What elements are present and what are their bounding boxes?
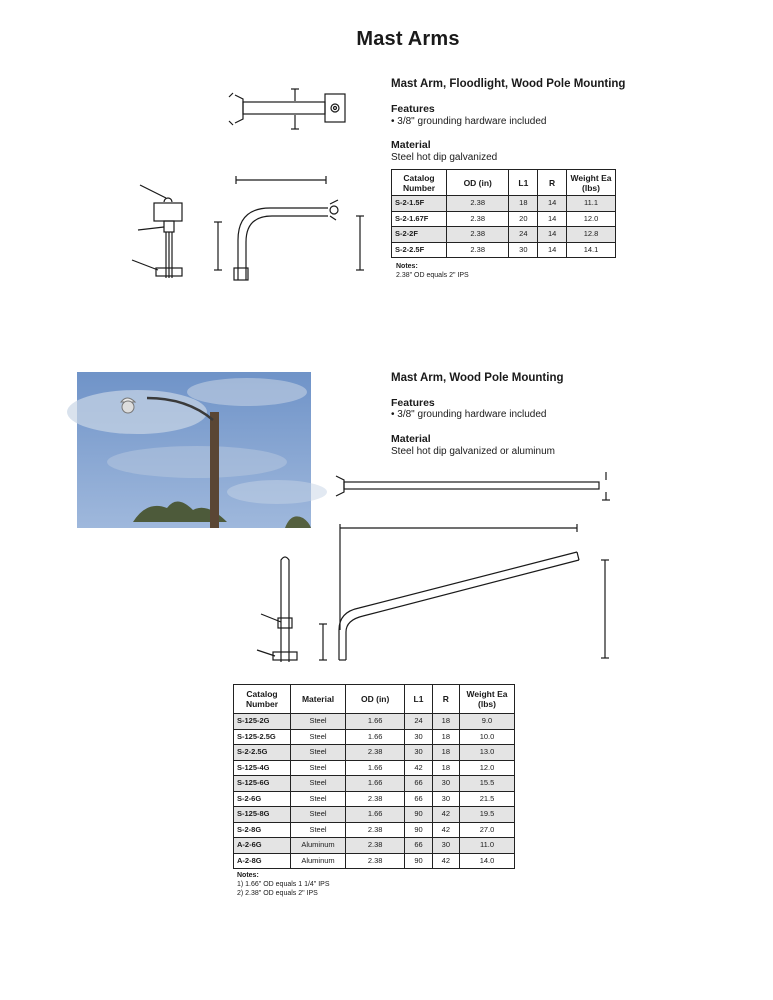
table-row bbox=[234, 822, 515, 838]
table-cell: Steel bbox=[291, 745, 346, 761]
table-row bbox=[234, 729, 515, 745]
table-cell: S-125-2.5G bbox=[234, 729, 291, 745]
pole-bracket-drawing bbox=[130, 180, 200, 285]
table-cell: Steel bbox=[291, 714, 346, 730]
note-item: 2.38" OD equals 2" IPS bbox=[396, 272, 469, 279]
table-cell: 14.1 bbox=[567, 242, 616, 258]
table-cell: 20 bbox=[509, 211, 538, 227]
table-cell: 66 bbox=[405, 776, 432, 792]
table-cell: 2.38 bbox=[346, 838, 405, 854]
table-header-row bbox=[234, 685, 515, 714]
table-cell: 1.66 bbox=[346, 714, 405, 730]
col-header: OD (in) bbox=[447, 170, 509, 196]
section1-material-heading: Material bbox=[391, 139, 431, 151]
table-cell: 30 bbox=[432, 776, 459, 792]
table-cell: 19.5 bbox=[460, 807, 515, 823]
table-cell: Steel bbox=[291, 822, 346, 838]
table-cell: 12.0 bbox=[460, 760, 515, 776]
table-cell: 18 bbox=[432, 714, 459, 730]
table-cell: 2.38 bbox=[447, 227, 509, 243]
table-cell: 13.0 bbox=[460, 745, 515, 761]
table-cell: S-2-2.5F bbox=[392, 242, 447, 258]
note-item: 1) 1.66" OD equals 1 1/4" IPS bbox=[237, 881, 330, 888]
table-cell: 11.0 bbox=[460, 838, 515, 854]
table-cell: 66 bbox=[405, 838, 432, 854]
table-cell: 14 bbox=[538, 211, 567, 227]
notes-heading: Notes: bbox=[237, 872, 259, 879]
section2-spec-table bbox=[233, 684, 515, 869]
table-cell: Aluminum bbox=[291, 838, 346, 854]
pole-bracket-drawing bbox=[255, 552, 305, 667]
section2-features-heading: Features bbox=[391, 397, 435, 409]
section2-title: Mast Arm, Wood Pole Mounting bbox=[391, 372, 564, 384]
table-cell: 90 bbox=[405, 853, 432, 869]
mast-arm-top-view-drawing bbox=[225, 85, 365, 135]
table-cell: 21.5 bbox=[460, 791, 515, 807]
notes-heading: Notes: bbox=[396, 263, 418, 270]
table-cell: 24 bbox=[509, 227, 538, 243]
table-cell: 30 bbox=[405, 745, 432, 761]
table-row bbox=[392, 227, 616, 243]
col-header: Weight Ea (lbs) bbox=[567, 170, 616, 196]
mast-arm-top-view-drawing bbox=[330, 468, 615, 504]
section1-material-text: Steel hot dip galvanized bbox=[391, 152, 498, 163]
section2-notes bbox=[237, 871, 330, 898]
table-cell: 2.38 bbox=[346, 822, 405, 838]
table-row bbox=[392, 196, 616, 212]
mast-arm-side-view-drawing bbox=[315, 520, 615, 665]
table-cell: 30 bbox=[405, 729, 432, 745]
table-cell: A-2-6G bbox=[234, 838, 291, 854]
table-cell: Steel bbox=[291, 729, 346, 745]
table-cell: Steel bbox=[291, 776, 346, 792]
table-cell: 18 bbox=[509, 196, 538, 212]
section1-spec-table bbox=[391, 169, 616, 258]
table-cell: S-125-2G bbox=[234, 714, 291, 730]
table-cell: 90 bbox=[405, 807, 432, 823]
table-cell: 2.38 bbox=[447, 196, 509, 212]
mast-arm-side-view-drawing bbox=[210, 172, 370, 287]
table-cell: 27.0 bbox=[460, 822, 515, 838]
table-cell: Steel bbox=[291, 760, 346, 776]
section2-material-heading: Material bbox=[391, 433, 431, 445]
table-cell: 42 bbox=[432, 853, 459, 869]
table-cell: 14 bbox=[538, 227, 567, 243]
table-cell: 9.0 bbox=[460, 714, 515, 730]
table-cell: 14 bbox=[538, 196, 567, 212]
table-cell: 2.38 bbox=[346, 853, 405, 869]
table-cell: S-2-1.67F bbox=[392, 211, 447, 227]
col-header: R bbox=[538, 170, 567, 196]
section1-features-heading: Features bbox=[391, 103, 435, 115]
table-cell: S-125-6G bbox=[234, 776, 291, 792]
table-row bbox=[234, 853, 515, 869]
table-cell: 30 bbox=[432, 791, 459, 807]
col-header: R bbox=[432, 685, 459, 714]
table-cell: S-2-6G bbox=[234, 791, 291, 807]
table-row bbox=[392, 211, 616, 227]
table-cell: 18 bbox=[432, 760, 459, 776]
table-header-row bbox=[392, 170, 616, 196]
table-cell: A-2-8G bbox=[234, 853, 291, 869]
table-cell: 2.38 bbox=[447, 211, 509, 227]
table-cell: 1.66 bbox=[346, 729, 405, 745]
table-cell: 10.0 bbox=[460, 729, 515, 745]
table-cell: Steel bbox=[291, 791, 346, 807]
table-cell: 1.66 bbox=[346, 760, 405, 776]
table-cell: S-2-1.5F bbox=[392, 196, 447, 212]
table-cell: 2.38 bbox=[346, 745, 405, 761]
col-header: L1 bbox=[509, 170, 538, 196]
table-row bbox=[234, 760, 515, 776]
col-header: OD (in) bbox=[346, 685, 405, 714]
table-row bbox=[392, 242, 616, 258]
section1-notes bbox=[396, 262, 469, 280]
table-row bbox=[234, 838, 515, 854]
table-cell: 42 bbox=[432, 822, 459, 838]
col-header: L1 bbox=[405, 685, 432, 714]
table-cell: Steel bbox=[291, 807, 346, 823]
col-header: Catalog Number bbox=[392, 170, 447, 196]
table-cell: 18 bbox=[432, 745, 459, 761]
table-cell: 42 bbox=[405, 760, 432, 776]
table-cell: S-125-8G bbox=[234, 807, 291, 823]
page-title: Mast Arms bbox=[356, 28, 460, 50]
col-header: Weight Ea (lbs) bbox=[460, 685, 515, 714]
col-header: Material bbox=[291, 685, 346, 714]
table-cell: 14.0 bbox=[460, 853, 515, 869]
table-cell: 2.38 bbox=[447, 242, 509, 258]
table-cell: 2.38 bbox=[346, 791, 405, 807]
table-cell: 90 bbox=[405, 822, 432, 838]
table-row bbox=[234, 807, 515, 823]
table-cell: 12.8 bbox=[567, 227, 616, 243]
table-cell: 66 bbox=[405, 791, 432, 807]
table-cell: Aluminum bbox=[291, 853, 346, 869]
note-item: 2) 2.38" OD equals 2" IPS bbox=[237, 890, 318, 897]
col-header: Catalog Number bbox=[234, 685, 291, 714]
table-row bbox=[234, 714, 515, 730]
table-cell: 15.5 bbox=[460, 776, 515, 792]
wood-pole-photo bbox=[77, 372, 311, 528]
table-row bbox=[234, 776, 515, 792]
section2-material-text: Steel hot dip galvanized or aluminum bbox=[391, 446, 555, 457]
table-cell: S-2-2.5G bbox=[234, 745, 291, 761]
table-cell: 11.1 bbox=[567, 196, 616, 212]
section1-title: Mast Arm, Floodlight, Wood Pole Mounting bbox=[391, 78, 626, 90]
section2-feature-item: • 3/8" grounding hardware included bbox=[391, 409, 547, 420]
table-cell: 24 bbox=[405, 714, 432, 730]
table-cell: S-2-2F bbox=[392, 227, 447, 243]
table-cell: 14 bbox=[538, 242, 567, 258]
table-row bbox=[234, 745, 515, 761]
table-cell: S-2-8G bbox=[234, 822, 291, 838]
table-cell: 1.66 bbox=[346, 807, 405, 823]
table-cell: 30 bbox=[509, 242, 538, 258]
section1-feature-item: • 3/8" grounding hardware included bbox=[391, 116, 547, 127]
table-cell: S-125-4G bbox=[234, 760, 291, 776]
table-cell: 12.0 bbox=[567, 211, 616, 227]
table-cell: 1.66 bbox=[346, 776, 405, 792]
table-cell: 42 bbox=[432, 807, 459, 823]
table-row bbox=[234, 791, 515, 807]
table-cell: 18 bbox=[432, 729, 459, 745]
table-cell: 30 bbox=[432, 838, 459, 854]
